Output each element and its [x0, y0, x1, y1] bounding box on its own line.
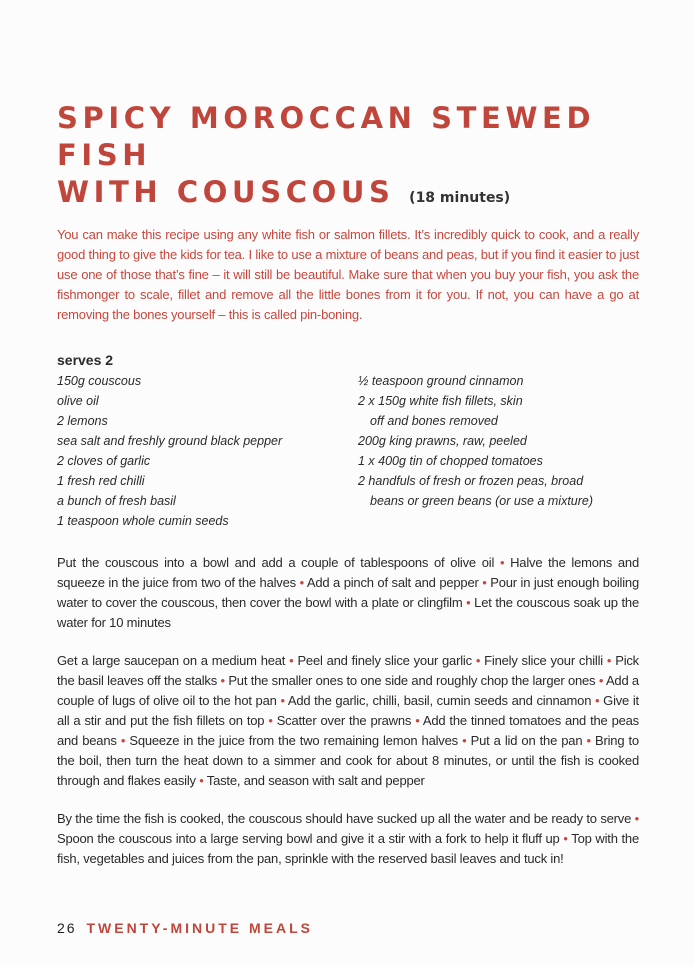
method-step: Put a lid on the pan — [470, 733, 583, 748]
bullet-separator: • — [634, 811, 639, 826]
cook-time: (18 minutes) — [409, 190, 511, 206]
bullet-separator: • — [268, 713, 273, 728]
method-step: Add the garlic, chilli, basil, cumin seeds and cinnamon — [287, 693, 592, 708]
serves-heading: serves 2 — [57, 352, 114, 368]
method-step: Give it all a stir and put the fish fillets on top — [57, 693, 639, 728]
bullet-separator: • — [120, 733, 126, 748]
method-step: Squeeze in the juice from the two remaining lemon halves — [129, 733, 458, 748]
method-step: Scatter over the prawns — [276, 713, 412, 728]
bullet-separator: • — [199, 773, 204, 788]
method-step: Let the couscous soak up the water for 10 minutes — [57, 595, 639, 630]
title-line-1: SPICY MOROCCAN STEWED FISH — [57, 101, 596, 172]
page-footer — [57, 919, 639, 937]
ingredient-item: 2 cloves of garlic — [57, 454, 151, 468]
method-step: Taste, and season with salt and pepper — [206, 773, 425, 788]
page-column — [57, 100, 639, 937]
method-step: Add a couple of lugs of olive oil to the hot pan — [57, 673, 639, 708]
ingredient-item: ½ teaspoon ground cinnamon — [358, 374, 524, 388]
method-step: Top with the fish, vegetables and juices from the pan, sprinkle with the reserved basil leaves and tuck in! — [57, 831, 639, 866]
recipe-title — [57, 100, 639, 217]
method-step: Halve the lemons and squeeze in the juice from two of the halves — [57, 555, 639, 590]
method-step: Put the smaller ones to one side and roughly chop the larger ones — [228, 673, 596, 688]
ingredient-item: olive oil — [57, 394, 99, 408]
ingredients-list — [57, 371, 639, 531]
bullet-separator: • — [606, 653, 612, 668]
ingredients-right — [358, 371, 639, 531]
bullet-separator: • — [475, 653, 481, 668]
section-title: TWENTY-MINUTE MEALS — [86, 920, 314, 936]
method-paragraph-1 — [57, 553, 639, 633]
bullet-separator: • — [280, 693, 285, 708]
bullet-separator: • — [220, 673, 225, 688]
method-step: Finely slice your chilli — [484, 653, 603, 668]
method-step: Peel and finely slice your garlic — [297, 653, 472, 668]
ingredient-item: 2 lemons — [57, 414, 108, 428]
method-step: Add the tinned tomatoes and the peas and beans — [57, 713, 639, 748]
method-step: Spoon the couscous into a large serving bowl and give it a stir with a fork to help it fluff up — [57, 831, 560, 846]
bullet-separator: • — [415, 713, 420, 728]
ingredient-item: a bunch of fresh basil — [57, 494, 176, 508]
bullet-separator: • — [598, 673, 604, 688]
ingredient-item: 1 fresh red chilli — [57, 474, 145, 488]
method-step: Get a large saucepan on a medium heat — [57, 653, 286, 668]
method-step: Pick the basil leaves off the stalks — [57, 653, 639, 688]
bullet-separator: • — [299, 575, 304, 590]
bullet-separator: • — [499, 555, 505, 570]
ingredient-item: 200g king prawns, raw, peeled — [358, 434, 527, 448]
method-step: Pour in just enough boiling water to cover the couscous, then cover the bowl with a plate or clingfilm — [57, 575, 639, 610]
bullet-separator: • — [466, 595, 471, 610]
ingredient-item: sea salt and freshly ground black pepper — [57, 434, 283, 448]
recipe-intro: You can make this recipe using any white fish or salmon fillets. It’s incredibly quick to cook, and a really good thing to give the kids for tea. I like to use a mixture of beans and peas, but if you find it easier to just use one of those that’s fine – it will still be beautiful. Make sure that when you buy your fish, you ask the fishmonger to scale, fillet and remove all the little bones from it for you. If not, you can have a go at removing the bones yourself – this is called pin-boning. — [57, 227, 639, 322]
ingredient-item: 1 x 400g tin of chopped tomatoes — [358, 454, 543, 468]
bullet-separator: • — [289, 653, 294, 668]
ingredient-item: beans or green beans (or use a mixture) — [370, 494, 594, 508]
method-paragraph-2 — [57, 651, 639, 791]
method-step: Bring to the boil, then turn the heat down to a simmer and cook for about 8 minutes, or until the fish is cooked through and flakes easily — [57, 733, 639, 788]
ingredient-item: 1 teaspoon whole cumin seeds — [57, 514, 229, 528]
ingredient-item: off and bones removed — [370, 414, 498, 428]
method-step: Add a pinch of salt and pepper — [306, 575, 479, 590]
method-paragraph-3 — [57, 809, 639, 869]
ingredients-left — [57, 371, 358, 531]
ingredient-item: 2 handfuls of fresh or frozen peas, broad — [358, 474, 584, 488]
ingredient-item: 2 x 150g white fish fillets, skin — [358, 394, 523, 408]
page-number: 26 — [57, 920, 77, 936]
title-line-2: WITH COUSCOUS — [57, 175, 395, 209]
bullet-separator: • — [595, 693, 600, 708]
bullet-separator: • — [482, 575, 487, 590]
method-step: Put the couscous into a bowl and add a couple of tablespoons of olive oil — [57, 555, 495, 570]
bullet-separator: • — [586, 733, 591, 748]
ingredient-item: 150g couscous — [57, 374, 142, 388]
bullet-separator: • — [563, 831, 568, 846]
bullet-separator: • — [462, 733, 467, 748]
method-step: By the time the fish is cooked, the couscous should have sucked up all the water and be ready to serve — [57, 811, 632, 826]
